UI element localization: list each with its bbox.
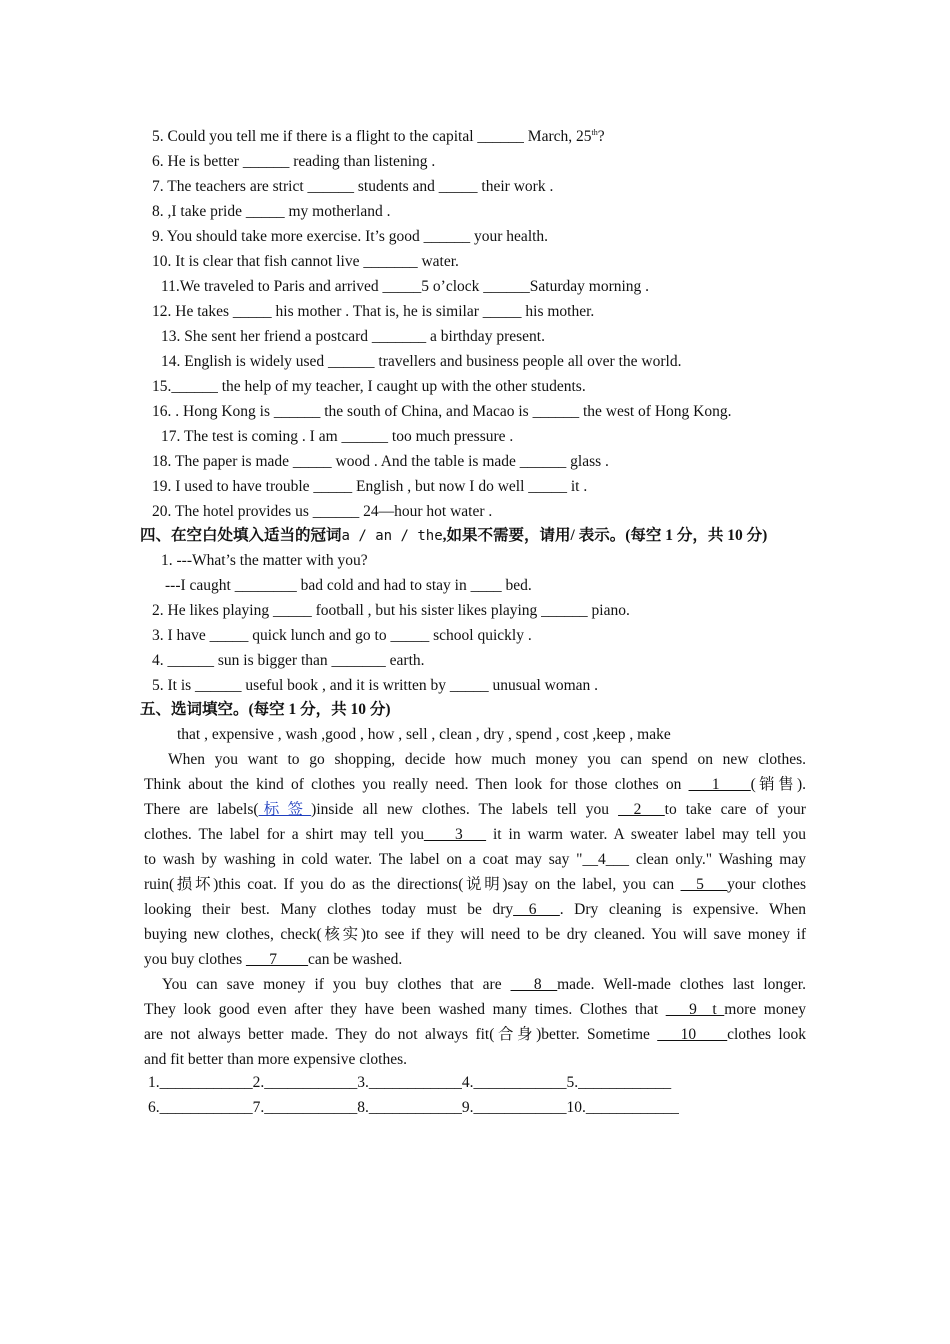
s4-item-1-response: ---I caught ________ bad cold and had to stay in ____ bed.: [165, 577, 532, 594]
blank-7: ___7____: [246, 951, 309, 968]
p1-line-5: to wash by washing in cold water. The label on a coat may say "__4___ clean only." Washing may: [144, 851, 806, 868]
s3-item-16: 16. . Hong Kong is ______ the south of China, and Macao is ______ the west of Hong Kong.: [152, 403, 732, 420]
s4-heading-part-b: ,如果不需要，请用/ 表示。(每空 1 分，共 10 分): [442, 527, 768, 544]
s3-item-9: 9. You should take more exercise. It’s good ______ your health.: [152, 228, 549, 245]
p1-line-9-text: you buy clothes: [144, 951, 247, 968]
s4-heading-articles: a / an / the: [341, 528, 443, 544]
s3-item-14: 14. English is widely used ______ travellers and business people all over the world.: [161, 353, 682, 370]
answer-row-1: 1.____________2.____________3.____________4.____________5.____________: [148, 1074, 672, 1091]
p1-line-4-text: clothes. The label for a shirt may tell you: [144, 826, 424, 843]
p1-line-2: [144, 772, 806, 797]
superscript-th: th: [591, 127, 598, 137]
s4-item-2: 2. He likes playing _____ football , but his sister likes playing ______ piano.: [152, 602, 630, 619]
p2-line-3-tail: clothes look: [727, 1026, 806, 1043]
p2-line-1: [144, 972, 806, 997]
p1-line-9-tail: can be washed.: [308, 951, 403, 968]
blank-6: __6___: [513, 901, 560, 918]
s4-heading-part-a: 四、在空白处填入适当的冠词: [140, 527, 342, 544]
p1-line-7-text: looking their best. Many clothes today must be dry: [144, 901, 514, 918]
p1-line-1: [144, 747, 806, 772]
p1-line-1-text: When you want to go shopping, decide how much money you can spend on new clothes.: [168, 751, 806, 768]
s3-item-7: 7. The teachers are strict ______ students and _____ their work .: [152, 178, 554, 195]
p1-line-7: [144, 897, 806, 922]
s3-item-5-tail: ?: [597, 128, 605, 145]
blank-9: ___9__t: [665, 1001, 725, 1018]
labels-link[interactable]: 标签: [258, 801, 312, 818]
section-5-heading: 五、选词填空。(每空 1 分，共 10 分): [140, 701, 391, 718]
s3-item-11: 11.We traveled to Paris and arrived _____5 o’clock ______Saturday morning .: [161, 278, 650, 295]
s4-item-3: 3. I have _____ quick lunch and go to _____ school quickly .: [152, 627, 532, 644]
p1-line-2-text: Think about the kind of clothes you really need. Then look for those clothes on: [144, 776, 689, 793]
p2-line-1-tail: made. Well-made clothes last longer.: [557, 976, 806, 993]
p1-line-3: [144, 797, 806, 822]
p1-line-6-text: ruin(损坏)this coat. If you do as the directions(说明)say on the label, you can: [144, 876, 681, 893]
p1-line-4-tail: it in warm water. A sweater label may tell you: [485, 826, 807, 843]
s3-item-20: 20. The hotel provides us ______ 24—hour hot water .: [152, 503, 493, 520]
p2-line-2: [144, 997, 806, 1022]
p2-line-2-text: They look good even after they have been washed many times. Clothes that: [144, 1001, 666, 1018]
s3-item-6: 6. He is better ______ reading than listening .: [152, 153, 436, 170]
p1-line-6: [144, 872, 806, 897]
blank-3: ____3___: [423, 826, 486, 843]
word-bank: that , expensive , wash ,good , how , sell , clean , dry , spend , cost ,keep , make: [177, 726, 671, 743]
s4-item-4: 4. ______ sun is bigger than _______ earth.: [152, 652, 425, 669]
p2-line-2-tail: more money: [724, 1001, 806, 1018]
blank-1: ___1____: [688, 776, 751, 793]
p2-line-1-text: You can save money if you buy clothes that are: [162, 976, 511, 993]
p1-line-4: [144, 822, 806, 847]
s3-item-17: 17. The test is coming . I am ______ too much pressure .: [161, 428, 514, 445]
p2-line-3-text: are not always better made. They do not always fit(合身)better. Sometime: [144, 1026, 658, 1043]
s4-item-1: 1. ---What’s the matter with you?: [161, 552, 368, 569]
s3-item-19: 19. I used to have trouble _____ English , but now I do well _____ it .: [152, 478, 588, 495]
answer-row-2: 6.____________7.____________8.____________9.____________10.____________: [148, 1099, 679, 1116]
p1-line-2-tail: (销售).: [750, 776, 806, 793]
section-4-heading: [140, 526, 767, 546]
p1-line-8: buying new clothes, check(核实)to see if they will need to be dry cleaned. You will save money if: [144, 926, 806, 943]
blank-8: ___8__: [510, 976, 558, 993]
p1-line-9: [144, 947, 806, 972]
blank-10: ___10____: [657, 1026, 728, 1043]
p1-line-6-tail: your clothes: [727, 876, 806, 893]
s3-item-8: 8. ,I take pride _____ my motherland .: [152, 203, 391, 220]
p1-line-3-tail: to take care of your: [664, 801, 806, 818]
passage-paragraph-1: [144, 747, 806, 972]
blank-5: __5___: [680, 876, 728, 893]
p1-line-3-text: There are labels(: [144, 801, 259, 818]
s3-item-10: 10. It is clear that fish cannot live _______ water.: [152, 253, 459, 270]
p2-line-4: and fit better than more expensive clothes.: [144, 1051, 407, 1068]
s3-item-5-text: 5. Could you tell me if there is a flight to the capital ______ March, 25: [152, 128, 592, 145]
s3-item-15: 15.______ the help of my teacher, I caught up with the other students.: [152, 378, 586, 395]
passage-paragraph-2: [144, 972, 806, 1072]
s3-item-13: 13. She sent her friend a postcard _______ a birthday present.: [161, 328, 545, 345]
p1-line-7-tail: . Dry cleaning is expensive. When: [559, 901, 806, 918]
p2-line-3: [144, 1022, 806, 1047]
s3-item-5: [152, 127, 605, 147]
s4-item-5: 5. It is ______ useful book , and it is written by _____ unusual woman .: [152, 677, 599, 694]
s3-item-18: 18. The paper is made _____ wood . And the table is made ______ glass .: [152, 453, 609, 470]
p1-line-3-mid: )inside all new clothes. The labels tell you: [311, 801, 619, 818]
s3-item-12: 12. He takes _____ his mother . That is, he is similar _____ his mother.: [152, 303, 595, 320]
blank-2: __2___: [618, 801, 665, 818]
